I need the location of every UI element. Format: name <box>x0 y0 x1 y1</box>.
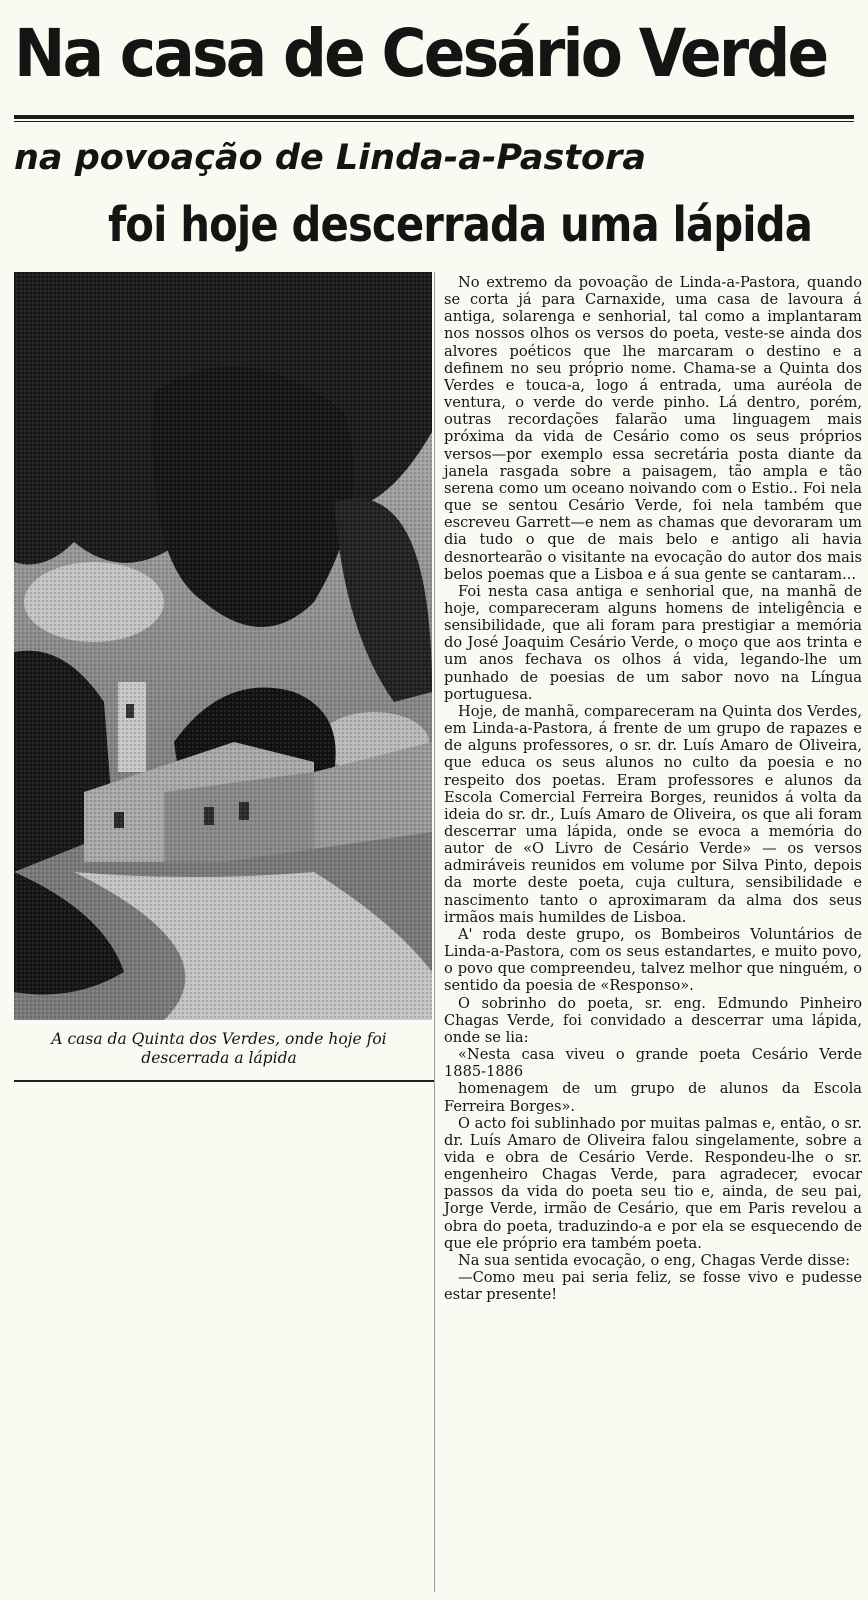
subhead-2: foi hoje descerrada uma lápida <box>108 197 813 253</box>
house-photo-illustration <box>14 272 432 1020</box>
article-paragraph: O sobrinho do poeta, sr. eng. Edmundo Pinheiro Chagas Verde, foi convidado a descerrar uma lápida, onde se lia: <box>444 994 862 1046</box>
headline-rule-thick <box>14 115 854 119</box>
headline: Na casa de Cesário Verde <box>14 15 827 92</box>
article-paragraph: No extremo da povoação de Linda-a-Pastora, quando se corta já para Carnaxide, uma casa de lavoura á antiga, solarenga e senhorial, tal como a implantaram nos nossos olhos os versos do poeta, veste-se ainda dos alvores poéticos que lhe marcaram o destino e a definem no seu próprio nome. Chama-se a Quinta dos Verdes e touca-a, logo á entrada, uma auréola de ventura, o verde do verde pinho. Lá dentro, porém, outras recordações falarão uma linguagem mais próxima da vida de Cesário como os seus próprios versos—por exemplo essa secretária posta diante da janela rasgada sobre a paisagem, tão ampla e tão serena como um oceano noivando com o Estio.. Foi nela que se sentou Cesário Verde, foi nela também que escreveu Garrett—e nem as chamas que devoraram um dia tudo o que de mais belo e antigo ali havia desnortearão o visitante na evocação do autor dos mais belos poemas que a Lisboa e á sua gente se cantaram... <box>444 274 862 583</box>
article-paragraph: Foi nesta casa antiga e senhorial que, na manhã de hoje, compareceram alguns homens de inteligência e sensibilidade, que ali foram para prestigiar a memória do José Joaquim Cesário Verde, o moço que aos trinta e um anos fechava os olhos á vida, legando-lhe um punhado de poesias de um sabor novo na Língua portuguesa. <box>444 582 862 703</box>
house-photo <box>14 272 432 1020</box>
left-column-rule <box>14 1080 434 1082</box>
headline-rule-thin <box>14 121 854 122</box>
subhead-1: na povoação de Linda-a-Pastora <box>14 138 646 178</box>
article-paragraph: Hoje, de manhã, compareceram na Quinta dos Verdes, em Linda-a-Pastora, á frente de um grupo de rapazes e de alguns professores, o sr. dr. Luís Amaro de Oliveira, que educa os seus alunos no culto da poesia e no respeito dos poetas. Eram professores e alunos da Escola Comercial Ferreira Borges, reunidos á volta da ideia do sr. dr., Luís Amaro de Oliveira, os que ali foram descerrar uma lápida, onde se evoca a memória do autor de «O Livro de Cesário Verde» — os versos admiráveis reunidos em volume por Silva Pinto, depois da morte deste poeta, cuja cultura, sensibilidade e nascimento tanto o aproximaram da alma dos seus irmãos mais humildes de Lisboa. <box>444 702 862 926</box>
column-divider <box>434 272 435 1592</box>
plaque-inscription-line: «Nesta casa viveu o grande poeta Cesário Verde 1885-1886 <box>444 1046 862 1081</box>
photo-caption: A casa da Quinta dos Verdes, onde hoje foi descerrada a lápida <box>51 1030 387 1067</box>
article-paragraph: O acto foi sublinhado por muitas palmas e, então, o sr. dr. Luís Amaro de Oliveira falou singelamente, sobre a vida e obra de Cesário Verde. Respondeu-lhe o sr. engenheiro Chagas Verde, para agradecer, evocar passos da vida do poeta seu tio e, ainda, de seu pai, Jorge Verde, irmão de Cesário, que em Paris revelou a obra do poeta, traduzindo-a e por ela se esquecendo de que ele próprio era também poeta. <box>444 1114 862 1252</box>
article-paragraph: A' roda deste grupo, os Bombeiros Voluntários de Linda-a-Pastora, com os seus estandartes, e muito povo, o povo que compreendeu, talvez melhor que ninguém, o sentido da poesia de «Responso». <box>444 925 862 995</box>
article-body <box>444 274 862 1303</box>
article-paragraph: —Como meu pai seria feliz, se fosse vivo e pudesse estar presente! <box>444 1269 862 1304</box>
plaque-inscription-line: homenagem de um grupo de alunos da Escola Ferreira Borges». <box>444 1080 862 1115</box>
article-paragraph: Na sua sentida evocação, o eng, Chagas Verde disse: <box>458 1251 851 1269</box>
